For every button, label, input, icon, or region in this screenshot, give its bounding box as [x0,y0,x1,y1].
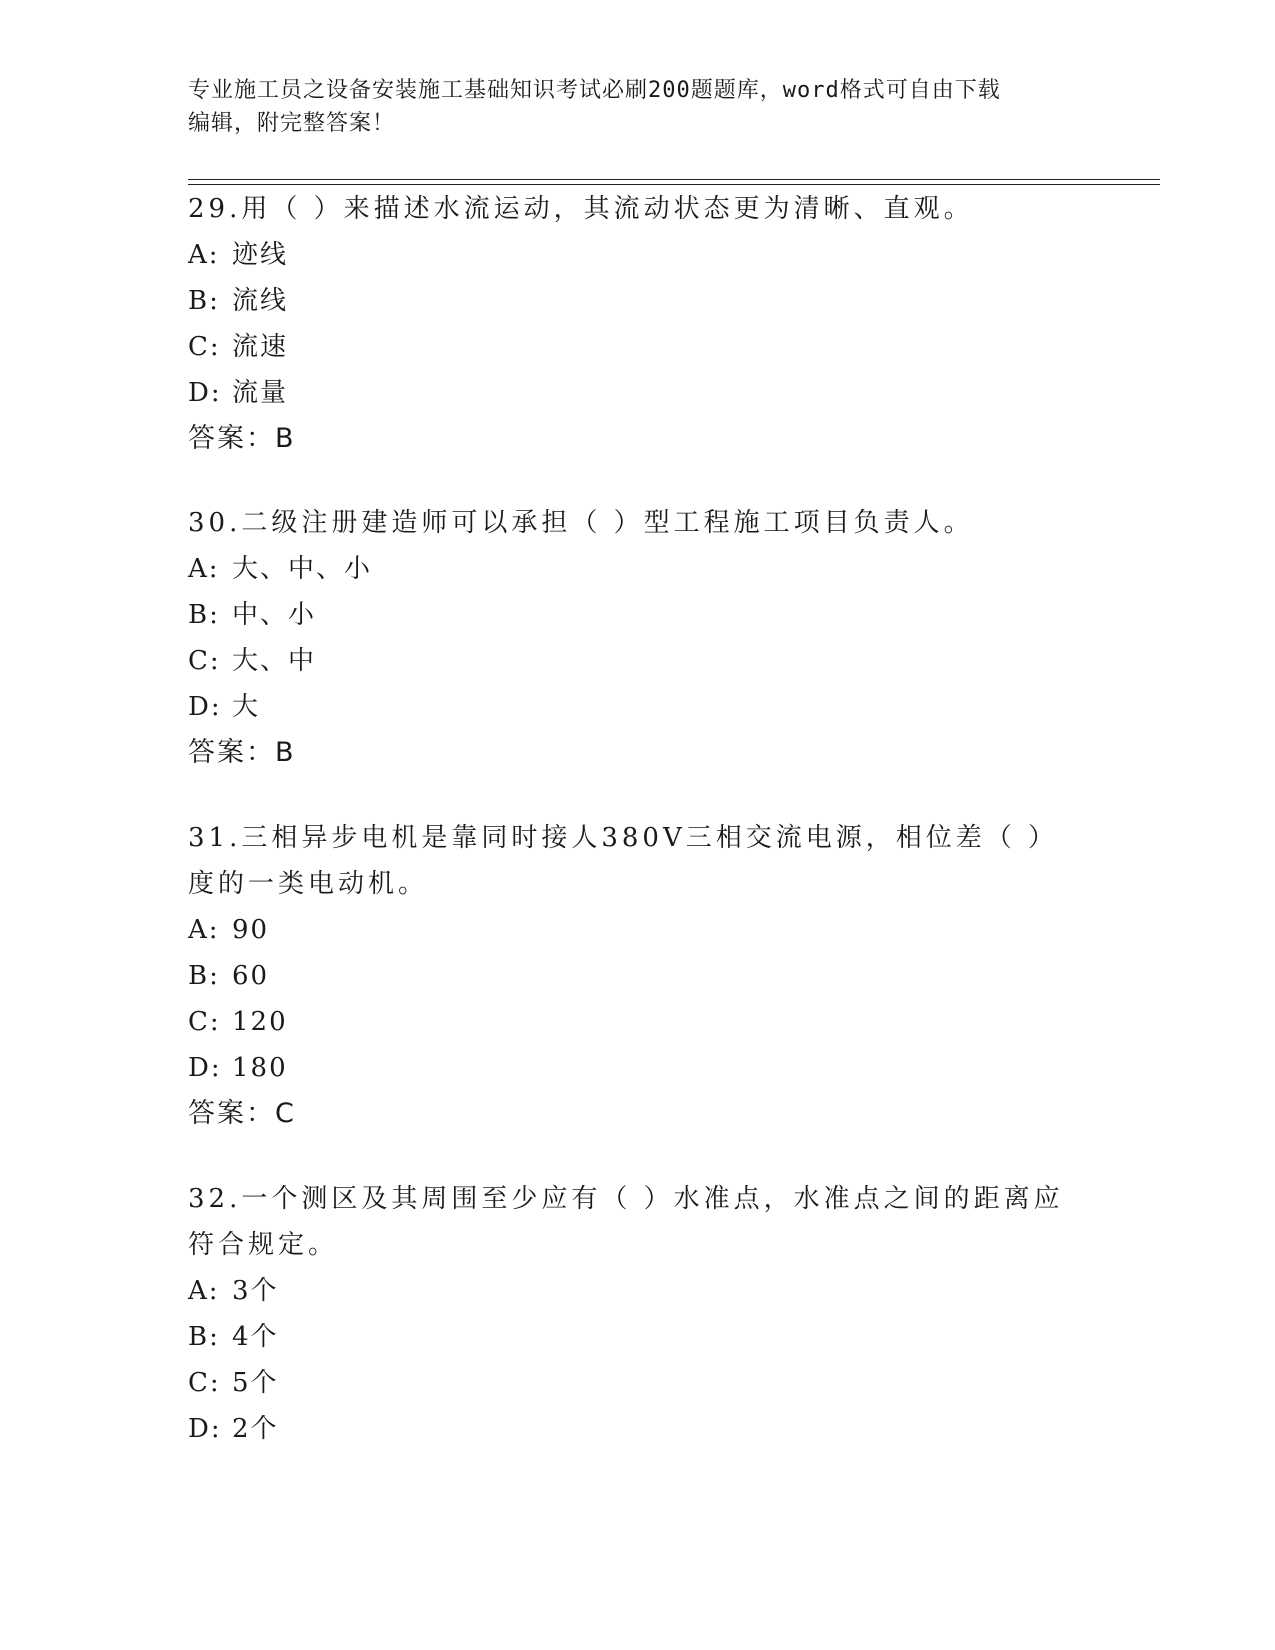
option-letter: A: [188,554,220,584]
header-divider-bottom [188,184,1160,185]
option-letter: C: [188,1007,221,1037]
option-letter: B: [188,286,220,316]
header-title-line-2: 编辑，附完整答案！ [188,111,396,136]
question-29 [188,186,1088,462]
option-text: 60 [232,961,270,991]
option-letter: A: [188,1276,220,1306]
question-stem: 29.用（ ）来描述水流运动，其流动状态更为清晰、直观。 [188,194,974,224]
option-letter: B: [188,1322,220,1352]
answer-label: 答案：B [188,423,296,454]
option-text: 4个 [232,1322,279,1352]
option-text: 3个 [232,1276,279,1306]
option-b [188,592,1088,638]
option-text: 大 [232,692,261,722]
option-letter: B: [188,961,220,991]
option-d [188,1045,1088,1091]
option-text: 180 [232,1053,288,1083]
option-c [188,999,1088,1045]
option-a [188,907,1088,953]
option-d [188,370,1088,416]
option-text: 2个 [232,1414,279,1444]
header-divider-top [188,179,1160,180]
option-b [188,953,1088,999]
option-text: 5个 [232,1368,279,1398]
option-text: 中、小 [232,600,317,630]
option-b [188,278,1088,324]
option-a [188,546,1088,592]
question-stem: 31.三相异步电机是靠同时接人380V三相交流电源，相位差（ ）度的一类电动机。 [188,823,1059,899]
option-letter: B: [188,600,220,630]
option-letter: D: [188,1414,222,1444]
option-letter: D: [188,378,222,408]
option-c [188,638,1088,684]
question-32 [188,1176,1088,1452]
option-text: 大、中、小 [232,554,373,584]
option-d [188,1406,1088,1452]
option-text: 流速 [232,332,289,362]
option-c [188,324,1088,370]
question-30 [188,500,1088,776]
option-letter: C: [188,646,221,676]
option-b [188,1314,1088,1360]
option-letter: A: [188,915,220,945]
header-title-line-1: 专业施工员之设备安装施工基础知识考试必刷200题题库，word格式可自由下载 [188,78,1001,103]
question-stem: 32.一个测区及其周围至少应有（ ）水准点，水准点之间的距离应符合规定。 [188,1184,1064,1260]
option-letter: D: [188,692,222,722]
answer-label: 答案：C [188,1098,296,1129]
option-letter: A: [188,240,220,270]
question-31 [188,815,1088,1137]
document-header [188,74,1088,140]
option-letter: D: [188,1053,222,1083]
answer-label: 答案：B [188,737,296,768]
option-d [188,684,1088,730]
option-text: 迹线 [232,240,289,270]
option-text: 120 [232,1007,288,1037]
question-stem: 30.二级注册建造师可以承担（ ）型工程施工项目负责人。 [188,508,974,538]
option-text: 大、中 [232,646,317,676]
option-text: 流线 [232,286,289,316]
option-text: 流量 [232,378,289,408]
option-a [188,1268,1088,1314]
option-text: 90 [232,915,270,945]
option-letter: C: [188,332,221,362]
option-letter: C: [188,1368,221,1398]
option-c [188,1360,1088,1406]
option-a [188,232,1088,278]
